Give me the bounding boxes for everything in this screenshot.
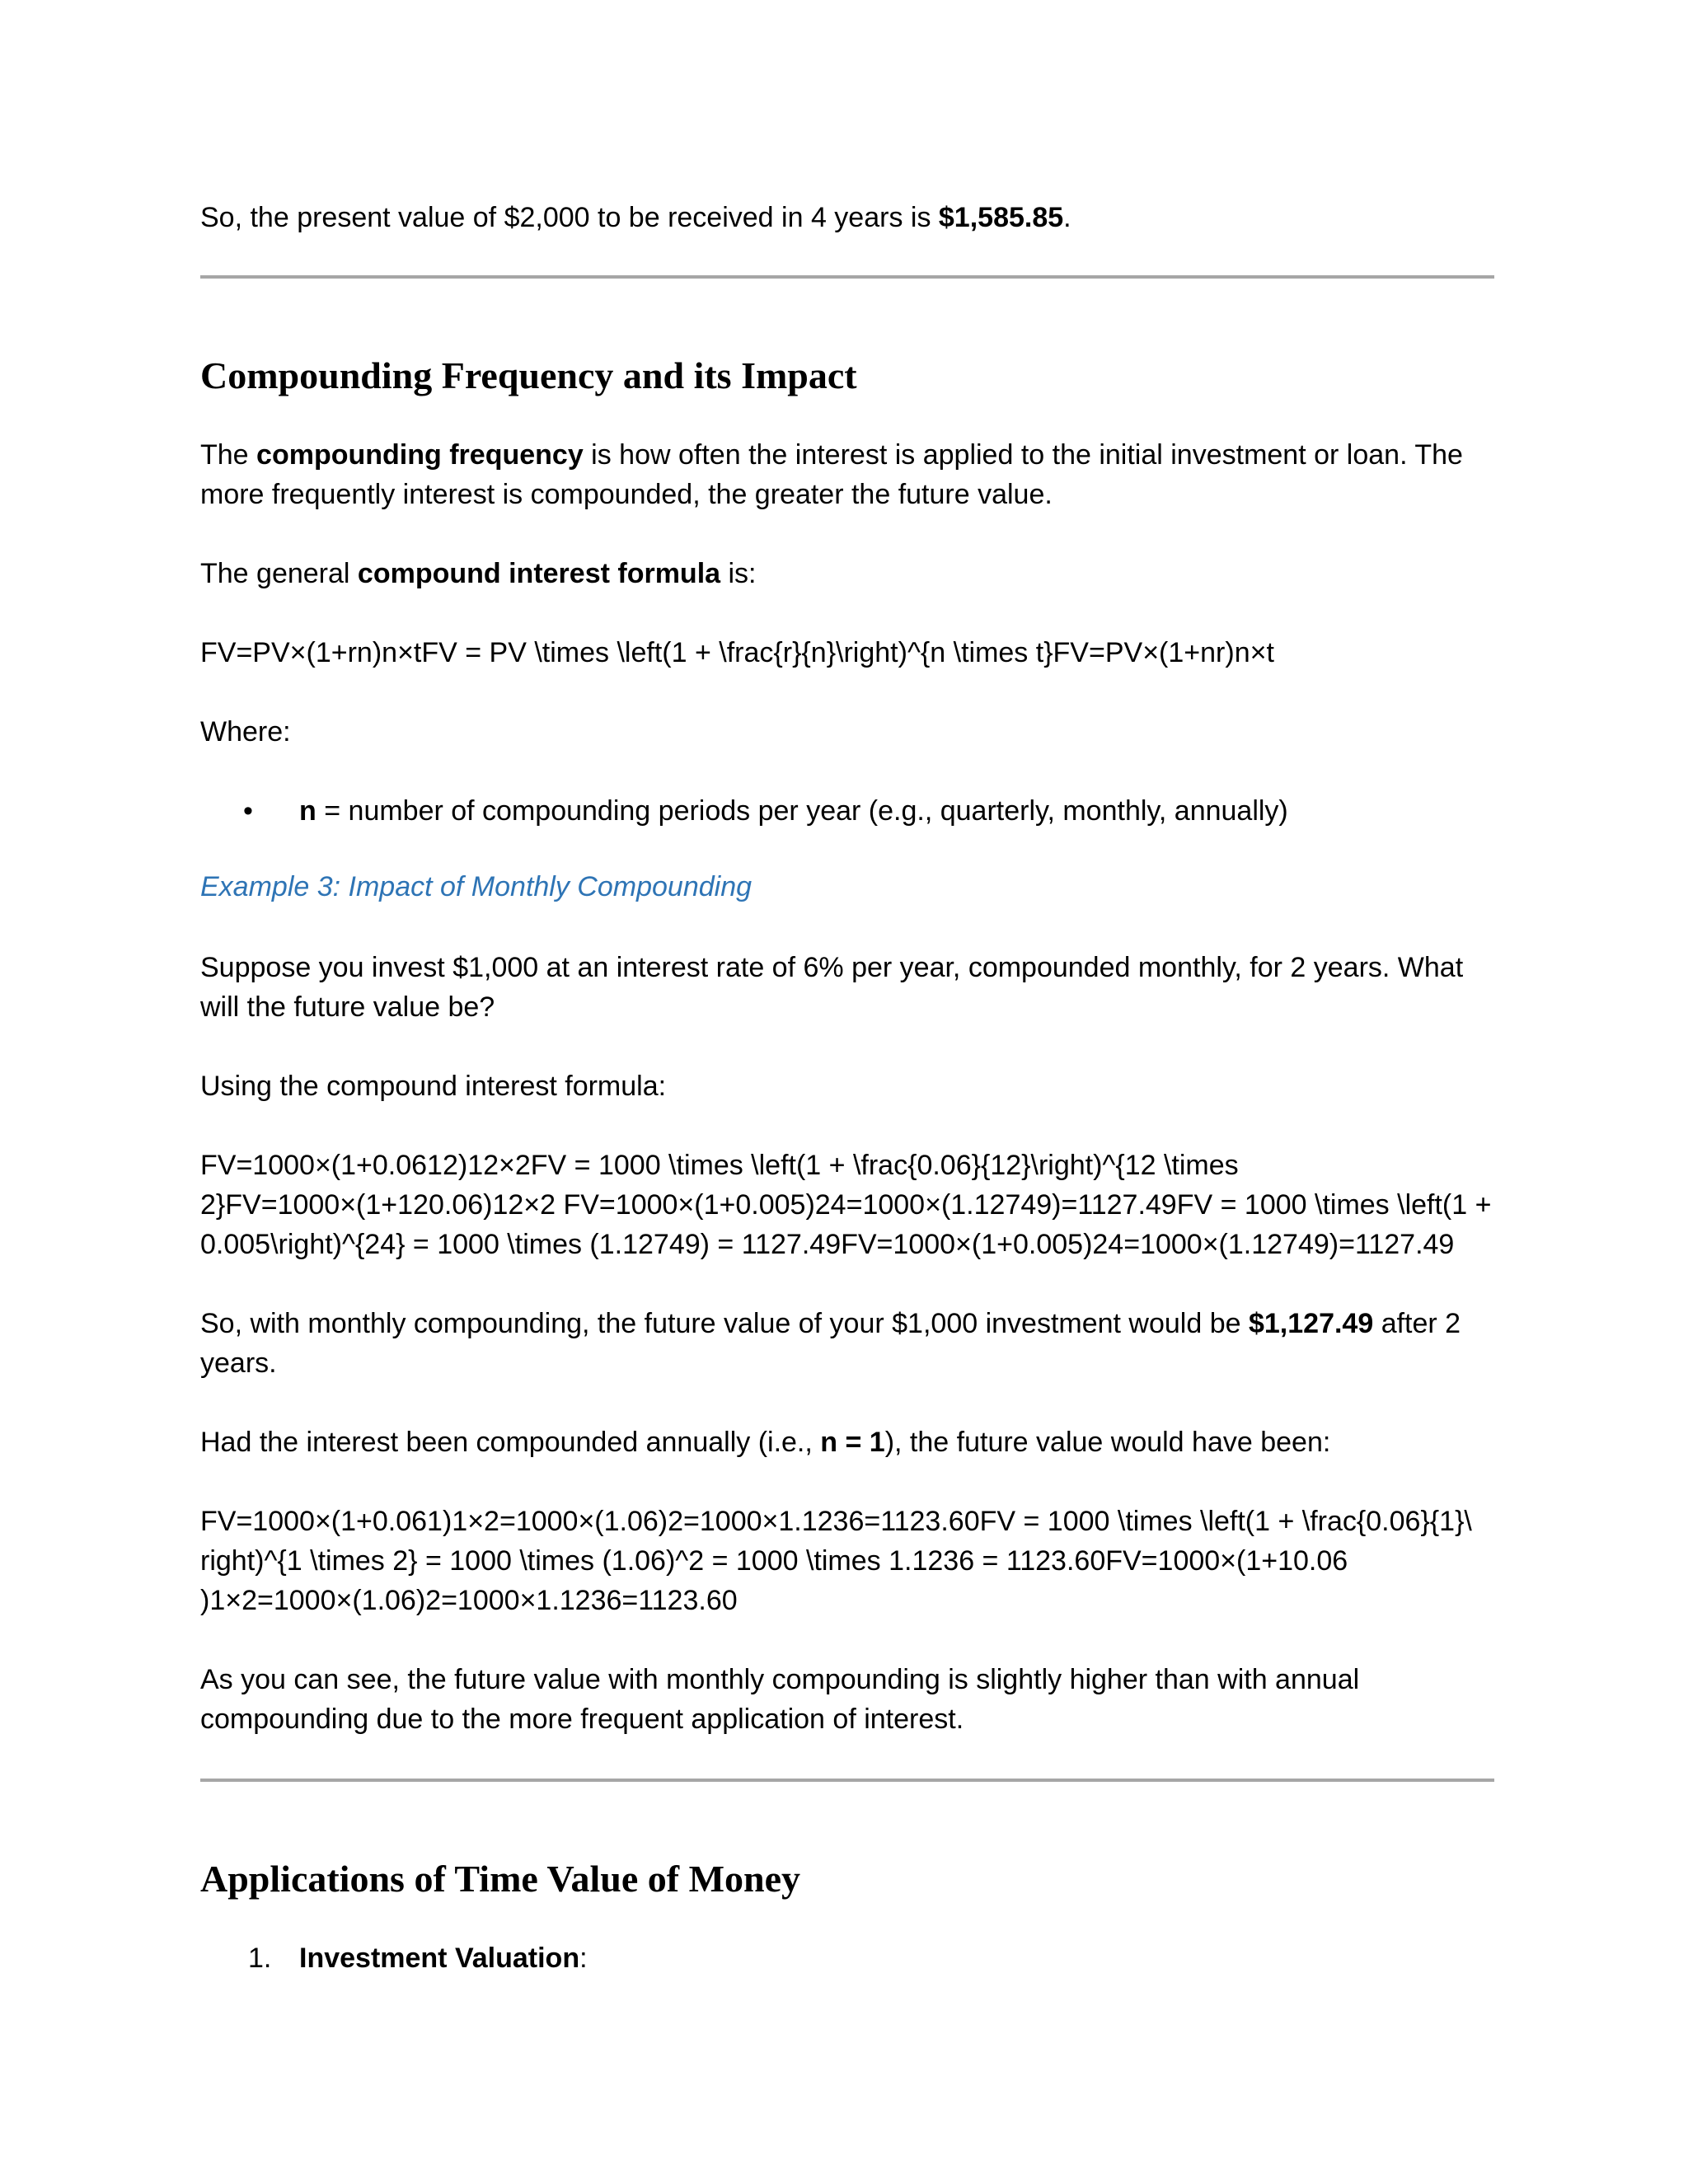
section-heading-compounding: Compounding Frequency and its Impact [200,354,857,396]
horizontal-rule [200,275,1494,279]
text: = number of compounding periods per year (e.g., quarterly, monthly, annually) [316,795,1288,827]
using-formula-label: Using the compound interest formula: [200,1071,667,1102]
text: . [1063,202,1071,233]
list-item-text [299,1938,588,1978]
formula-annual-calculation: FV=1000×(1+0.061)1×2=1000×(1.06)2=1000×1.1236=1123.60FV = 1000 \times \left(1 + \frac{0.06}{1}\ right)^{1 \times 2} = 1000 \times (1.06)^2 = 1000 \times 1.1236 = 1123.60FV=1000×(1+10.06 )1×2=1000×(1.06)2=1000×1.1236=1123.60 [200,1506,1472,1616]
text: is how often the interest is applied to the initial investment or loan. The more frequently interest is compounded, the greater the future value. [200,439,1463,510]
annual-intro [200,1422,1494,1462]
horizontal-rule [200,1779,1494,1782]
text: is: [720,558,757,589]
conclusion-paragraph: As you can see, the future value with monthly compounding is slightly higher than with annual compounding due to the more frequent application of interest. [200,1664,1360,1735]
compounding-intro [200,435,1494,514]
example-question: Suppose you invest $1,000 at an interest rate of 6% per year, compounded monthly, for 2 years. What will the future value be? [200,952,1464,1023]
text: Had the interest been compounded annually (i.e., [200,1427,821,1458]
formula-general: FV=PV×(1+rn)n×tFV = PV \times \left(1 + \frac{r}{n}\right)^{n \times t}FV=PV×(1+nr)n×t [200,637,1274,668]
section-heading-applications: Applications of Time Value of Money [200,1858,800,1900]
monthly-result [200,1304,1494,1383]
list-item [200,791,1494,831]
list-item [200,1938,1494,1978]
list-item-text [299,791,1288,831]
text: So, the present value of $2,000 to be received in 4 years is [200,202,939,233]
term-n: n [299,795,316,827]
text: The [200,439,257,471]
where-label: Where: [200,716,291,748]
text: So, with monthly compounding, the future value of your $1,000 investment would be [200,1308,1249,1339]
general-formula-intro [200,554,1494,593]
present-value-conclusion [200,198,1494,237]
term-investment-valuation: Investment Valuation [299,1943,580,1974]
monthly-result-amount: $1,127.49 [1248,1308,1374,1339]
text: The general [200,558,358,589]
text: : [579,1943,588,1974]
bullet-icon: • [243,795,253,827]
example-heading: Example 3: Impact of Monthly Compounding [200,871,753,902]
formula-monthly-calculation: FV=1000×(1+0.0612)12×2FV = 1000 \times \left(1 + \frac{0.06}{12}\right)^{12 \times 2}FV=1000×(1+120.06)12×2 FV=1000×(1+0.005)24=1000×(1.12749)=1127.49FV = 1000 \times \left(1 + 0.005\right)^{24} = 1000 \times (1.12749) = 1127.49FV=1000×(1+0.005)24=1000×(1.12749)=1127.49 [200,1150,1492,1260]
term-compounding-frequency: compounding frequency [256,439,584,471]
text: ), the future value would have been: [884,1427,1331,1458]
term-compound-interest-formula: compound interest formula [357,558,721,589]
term-n-equals-1: n = 1 [820,1427,885,1458]
text: after 2 years. [200,1308,1461,1379]
present-value-amount: $1,585.85 [938,202,1064,233]
list-number: 1. [248,1943,272,1974]
